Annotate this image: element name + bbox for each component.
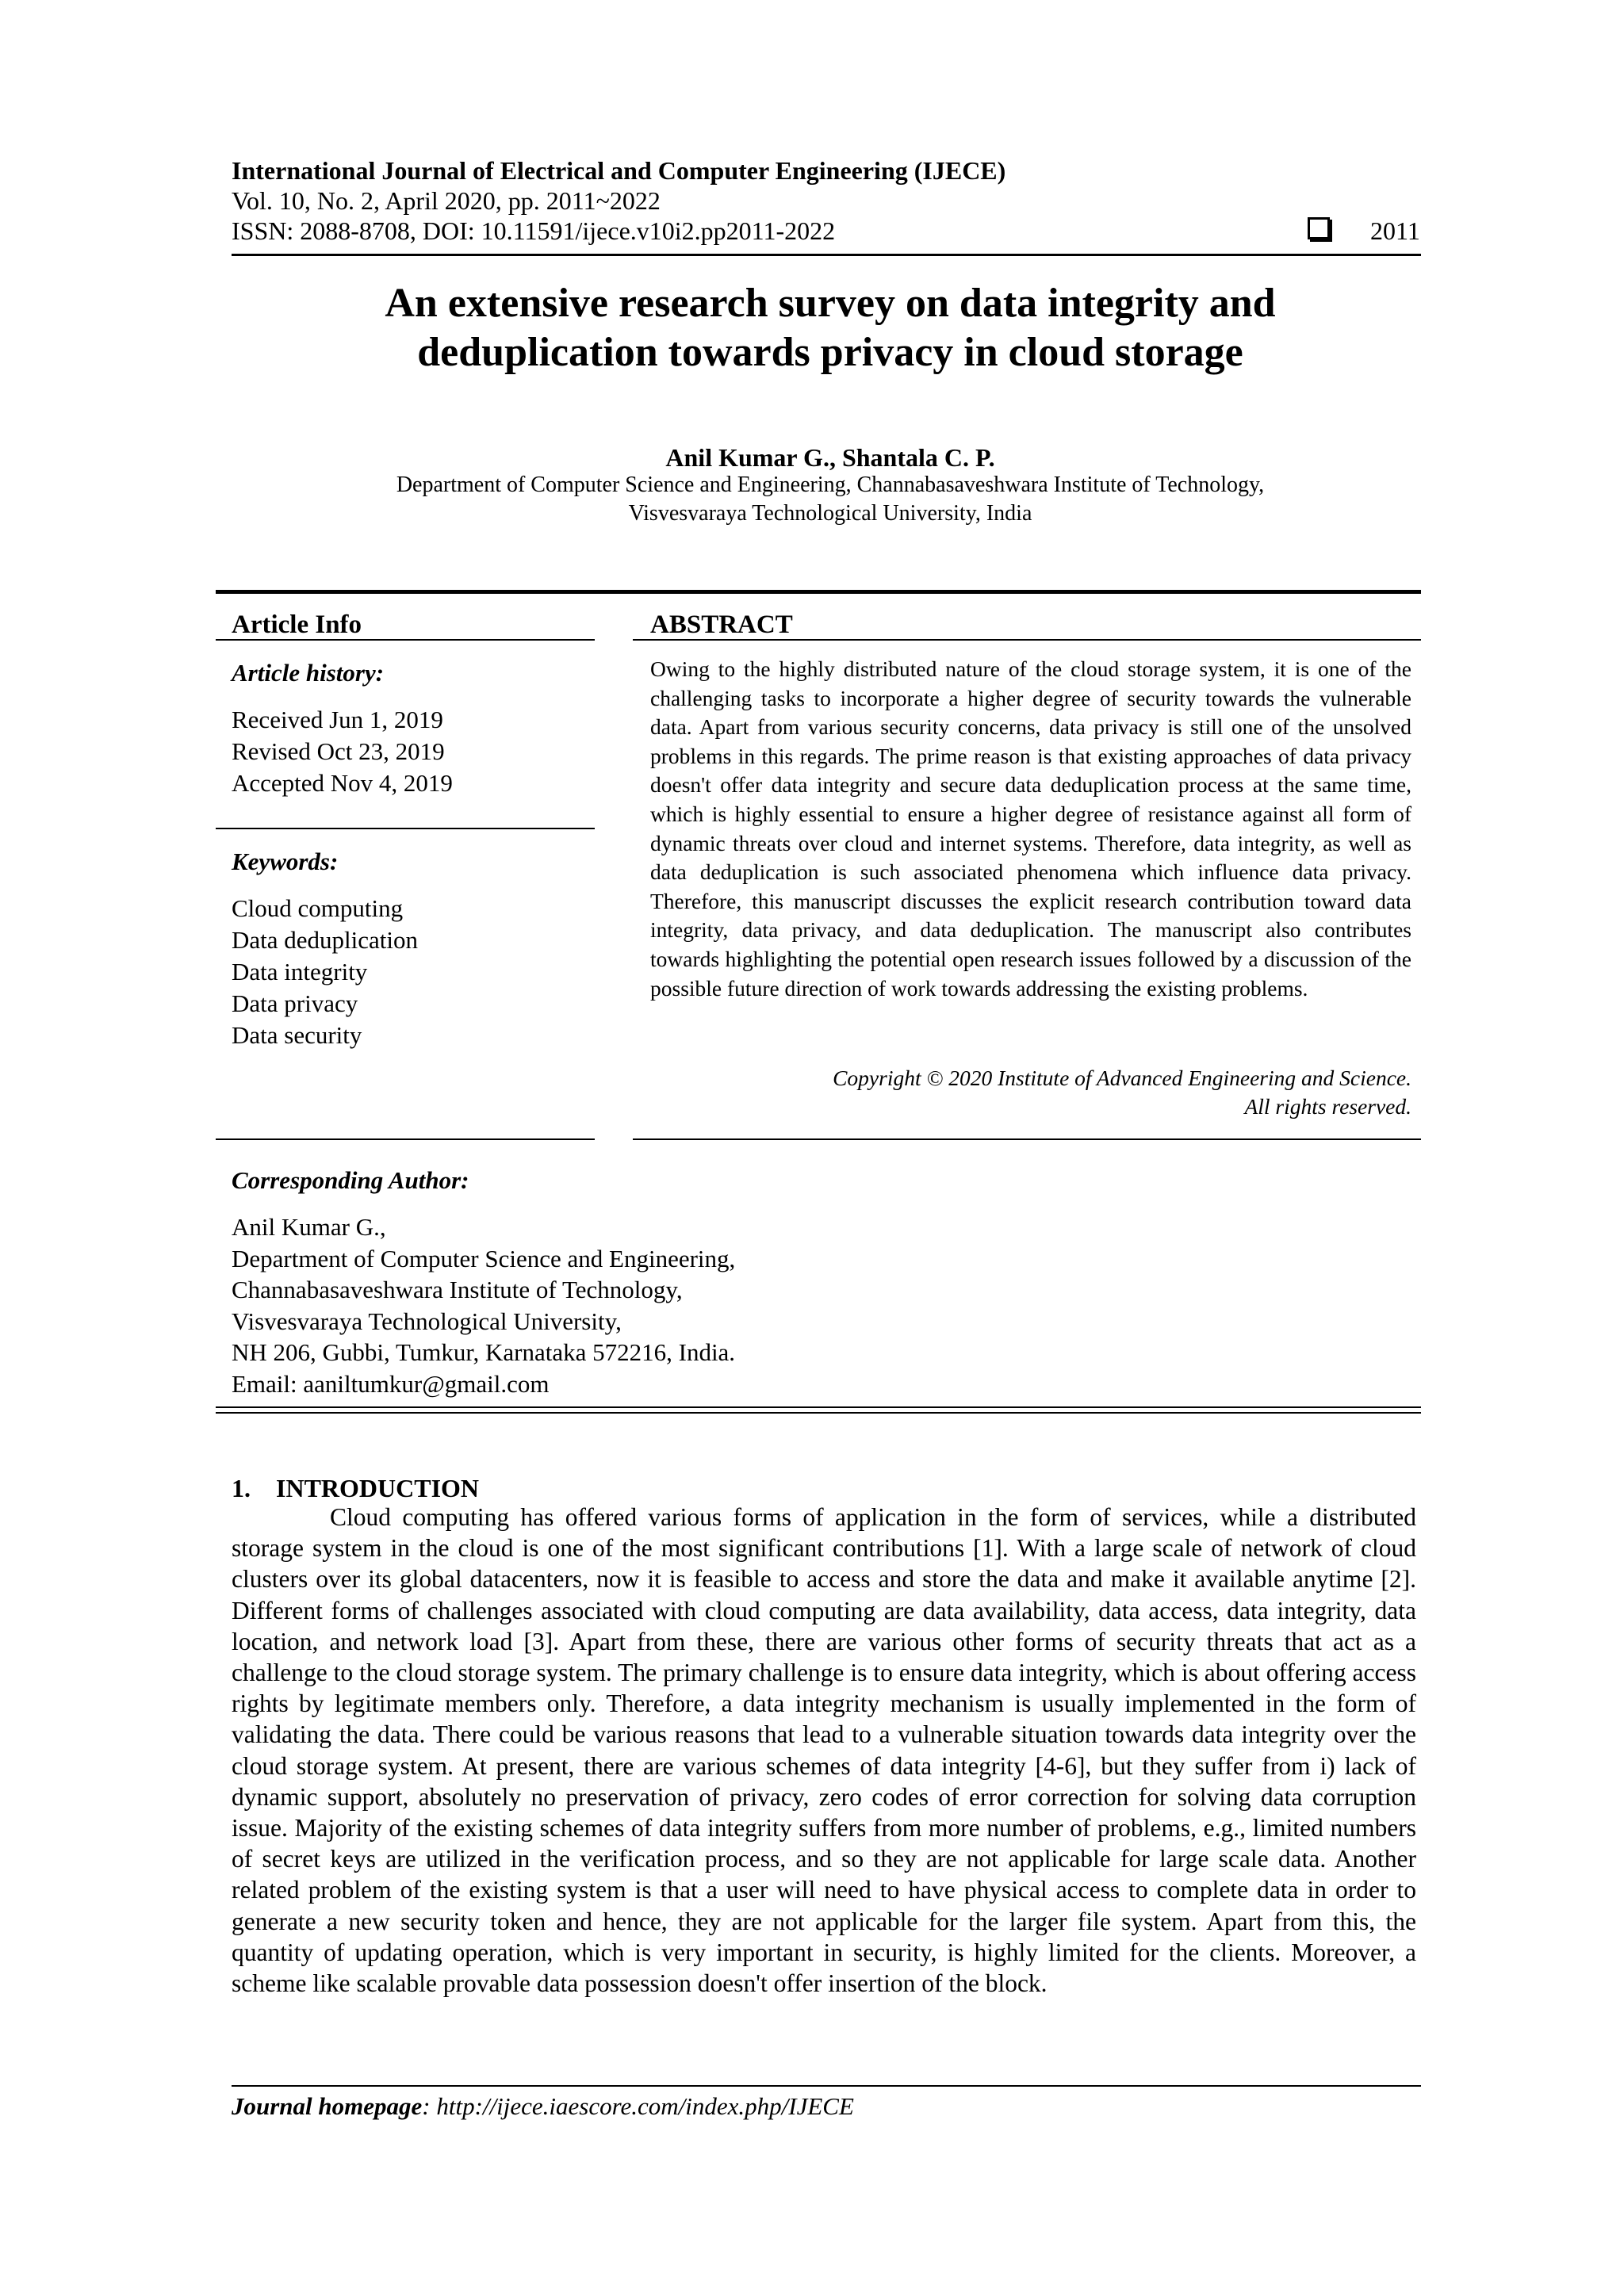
info-box-bottom-rule-2 [216, 1412, 1421, 1414]
copyright-line-1: Copyright © 2020 Institute of Advanced Engineering and Science. [833, 1066, 1411, 1090]
corresponding-author-details [232, 1211, 735, 1399]
history-divider [216, 828, 595, 829]
info-box-bottom-rule-1 [216, 1406, 1421, 1408]
page-number: 2011 [1370, 216, 1420, 245]
copyright-line-2: All rights reserved. [1244, 1094, 1411, 1119]
issn-doi: ISSN: 2088-8708, DOI: 10.11591/ijece.v10i2.pp2011-2022 [232, 216, 836, 245]
author-department: Department of Computer Science and Engineering, [232, 1244, 736, 1272]
keyword-item: Cloud computing [232, 894, 404, 922]
title-line-1: An extensive research survey on data integrity and [385, 281, 1276, 326]
homepage-label: Journal homepage [232, 2092, 423, 2120]
keywords-list [232, 893, 418, 1051]
keyword-item: Data privacy [232, 989, 358, 1017]
abstract-heading: ABSTRACT [650, 610, 793, 639]
abstract-bottom-rule [633, 1138, 1421, 1140]
abstract-text: Owing to the highly distributed nature of the cloud storage system, it is one of the challenging tasks to incorporate a higher degree of security towards the vulnerable data. Apart from various security concerns, data privacy is still one of the unsolved problems in this regards. The prime reason is that existing approaches of data privacy doesn't offer data integrity and secure data deduplication process at the same time, which is highly essential to ensure a higher degree of resistance against all form of dynamic threats over cloud and internet systems. Therefore, data integrity, as well as data deduplication is such associated phenomena which influence data privacy. Therefore, this manuscript discusses the explicit research contribution toward data integrity, data privacy, and data deduplication. The manuscript also contributes towards highlighting the potential open research issues followed by a discussion of the possible future direction of work towards addressing the existing problems. [650, 656, 1411, 1001]
header-rule [232, 254, 1421, 256]
author-university: Visvesvaraya Technological University, [232, 1307, 622, 1335]
info-box-top-rule [216, 590, 1421, 594]
affiliation [232, 471, 1429, 528]
volume-info: Vol. 10, No. 2, April 2020, pp. 2011~2022 [232, 186, 661, 215]
keywords-divider [216, 1138, 595, 1140]
affiliation-line-2: Visvesvaraya Technological University, India [628, 501, 1032, 526]
author-name: Anil Kumar G., [232, 1213, 386, 1241]
accepted-date: Accepted Nov 4, 2019 [232, 769, 453, 797]
article-history [232, 704, 453, 799]
author-email: Email: aaniltumkur@gmail.com [232, 1369, 550, 1398]
author-address: NH 206, Gubbi, Tumkur, Karnataka 572216, India. [232, 1338, 736, 1366]
introduction-heading: 1. INTRODUCTION [232, 1474, 480, 1502]
introduction-paragraph: Cloud computing has offered various forms of application in the form of services, while a distributed storage system in the cloud is one of the most significant contributions [1]. With a large scale of network of cloud clusters over its global datacenters, now it is feasible to access and store the data and make it available anytime [2]. Different forms of challenges associated with cloud computing are data availability, data access, data integrity, data location, and network load [3]. Apart from these, there are various other forms of security threats that act as a challenge to the cloud storage system. The primary challenge is to ensure data integrity, which is about offering access rights by legitimate members only. Therefore, a data integrity mechanism is usually implemented in the form of validating the data. There could be various reasons that lead to a vulnerable situation towards data integrity over the cloud storage system. At present, there are various schemes of data integrity [4-6], but they suffer from i) lack of dynamic support, absolutely no preservation of privacy, zero codes of error correction for solving data corruption issue. Majority of the existing schemes of data integrity suffers from more number of problems, e.g., limited numbers of secret keys are utilized in the verification process, and so they are not applicable for large scale data. Another related problem of the existing system is that a user will need to have physical access to complete data in order to generate a new security token and hence, they are not applicable for the larger file system. Apart from this, the quantity of updating operation, which is very important in security, is highly limited for the clients. Moreover, a scheme like scalable provable data possession doesn't offer insertion of the block. [232, 1503, 1416, 1998]
article-info-heading: Article Info [232, 610, 362, 639]
author-institute: Channabasaveshwara Institute of Technology, [232, 1276, 683, 1303]
affiliation-line-1: Department of Computer Science and Engineering, Channabasaveshwara Institute of Technology, [396, 473, 1265, 497]
title-line-2: deduplication towards privacy in cloud storage [417, 330, 1243, 375]
authors: Anil Kumar G., Shantala C. P. [665, 443, 995, 472]
keyword-item: Data integrity [232, 958, 368, 985]
paper-title [232, 279, 1429, 377]
copyright-notice [650, 1064, 1411, 1121]
revised-date: Revised Oct 23, 2019 [232, 737, 445, 765]
footer-rule [232, 2085, 1421, 2087]
journal-homepage [232, 2091, 854, 2122]
keyword-item: Data security [232, 1021, 362, 1049]
keyword-item: Data deduplication [232, 926, 418, 954]
received-date: Received Jun 1, 2019 [232, 706, 443, 733]
keywords-heading: Keywords: [232, 848, 339, 875]
corresponding-author-heading: Corresponding Author: [232, 1166, 469, 1194]
article-history-heading: Article history: [232, 659, 385, 687]
journal-name: International Journal of Electrical and Computer Engineering (IJECE) [232, 156, 1006, 185]
homepage-url[interactable]: : http://ijece.iaescore.com/index.php/IJECE [422, 2092, 854, 2120]
square-bullet-icon [1308, 217, 1330, 239]
